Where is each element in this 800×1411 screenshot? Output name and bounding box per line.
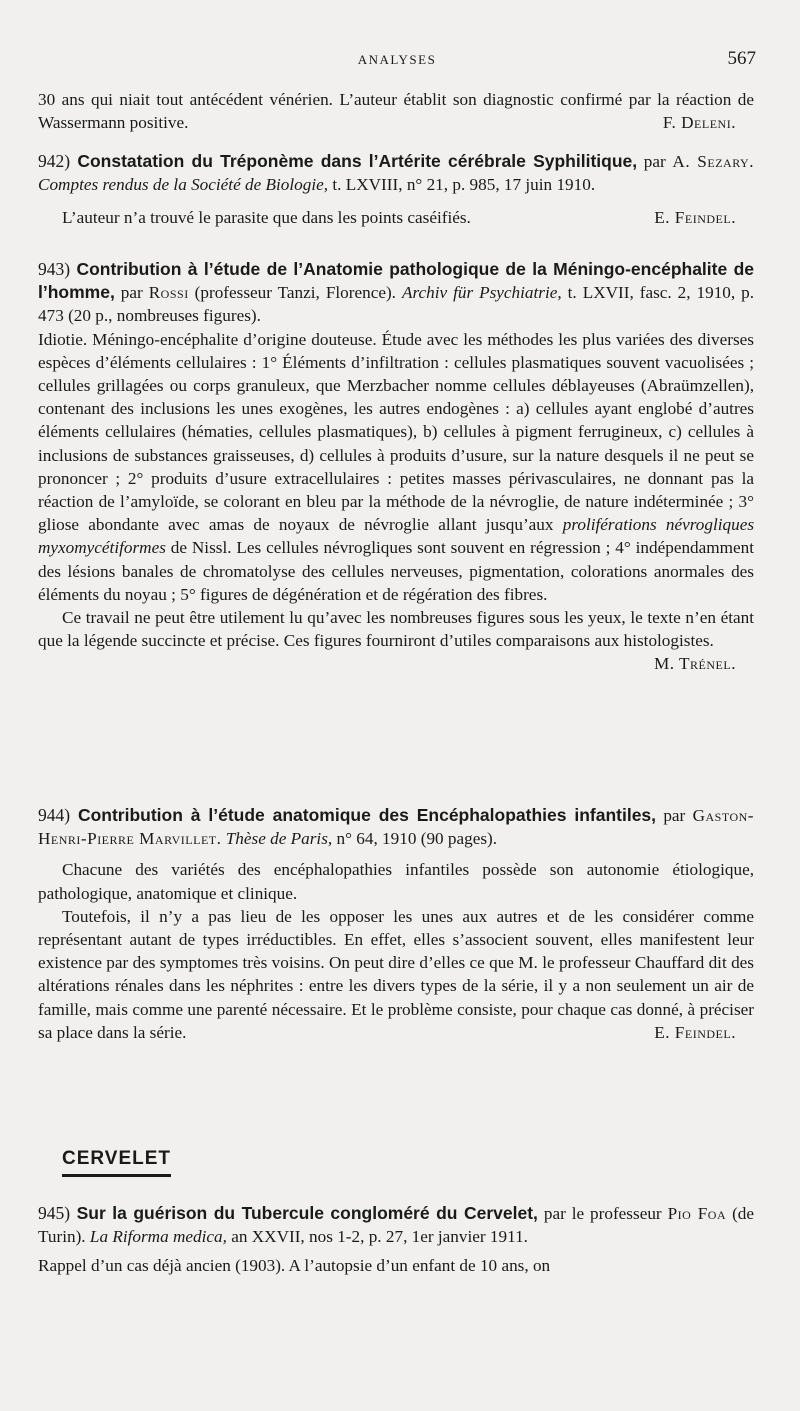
abstract-number: 944)	[38, 805, 71, 825]
source-details: n° 64, 1910 (90 pages).	[336, 829, 498, 849]
source-journal: Archiv für Psychiatrie,	[401, 283, 562, 303]
abstract-title: Contribution à l’étude anatomique des Encéphalopathies infantiles,	[77, 805, 657, 825]
abstract-number: 945)	[38, 1203, 71, 1223]
source-details: t. LXVII, fasc. 2, 1910, p. 473 (20 p., nombreuses figures).	[38, 283, 755, 326]
signature: E. Feindel.	[654, 1022, 736, 1042]
signature: M. Trénel.	[653, 654, 736, 674]
abstract-number: 942)	[38, 151, 71, 171]
abstract-body: Chacune des variétés des encéphalopathies infantiles possède son autonomie étiologique, pathologique, anatomique et clinique.	[38, 860, 754, 903]
running-head: ANALYSES	[357, 52, 437, 67]
intro-signature: F. Deleni.	[662, 113, 736, 133]
italic-term: proliférations névrogliques myxomycétiformes	[38, 515, 755, 558]
abstract-number: 943)	[38, 259, 71, 279]
abstract-title: Sur la guérison du Tubercule congloméré du Cervelet,	[76, 1203, 538, 1223]
abstract-body-2: Ce travail ne peut être utilement lu qu’avec les nombreuses figures sous les yeux, le texte n’en étant que la légende succincte et précise. Ces figures fourniront d’utiles comparaisons aux histologistes.	[38, 608, 754, 651]
source-journal: La Riforma medica,	[89, 1227, 227, 1247]
intro-text: 30 ans qui niait tout antécédent vénérien. L’auteur établit son diagnostic confirmé par la réaction de Wassermann positive.	[38, 90, 754, 133]
abstract-943: 943) Contribution à l’étude de l’Anatomie pathologique de la Méningo-encéphalite de l’homme, par Rossi (professeur Tanzi, Florence). Archiv für Psychiatrie, t. LXVII, fasc. 2, 1910, p. 473 (20 p., nombreuses figures). Idiotie. Méningo-encéphalite d’origine douteuse. Étude avec les méthodes les plus variées des diverses espèces d’éléments cellulaires : 1° Éléments d’infiltration : cellules plasmatiques souvent vacuolisées ; cellules grillagées ou corps granuleux, que Merzbacher nomme cellules déblayeuses (Abraümzellen), contenant des inclusions les unes exogènes, les autres endogènes : a) cellules ayant englobé d’autres éléments cellulaires (hématies, cellules plasmatiques), b) cellules à pigment ferrugineux, c) cellules à inclusions de substances graisseuses, d) cellules à produits d’usure, sur la nature desquels il ne peut se prononcer ; 2° produits d’usure extracellulaires : petites masses périvasculaires, ne donnant pas la réaction de l’amyloïde, se colorant en bleu par la méthode de la névroglie, de nature indéterminée ; 3° gliose abondante avec amas de noyaux de névroglie allant jusqu’aux proliférations névrogliques myxomycétiformes de Nissl. Les cellules névrogliques sont souvent en régression ; 4° indépendamment des lésions banales de chromatolyse des cellules nerveuses, pigmentation, colorations anormales des éléments du noyau ; 5° figures de dégénération et de régération des fibres. Ce travail ne peut être utilement lu qu’avec les nombreuses figures sous les yeux, le texte n’en étant que la légende succincte et précise. Ces figures fourniront d’utiles comparaisons aux histologistes. M. Trénel.	[38, 258, 754, 676]
signature: E. Feindel.	[654, 208, 736, 228]
author: A. Sezary.	[672, 152, 754, 171]
author: Pio Foa	[667, 1204, 727, 1223]
affiliation: (de Turin).	[38, 1204, 755, 1247]
abstract-body: Rappel d’un cas déjà ancien (1903). A l’autopsie d’un enfant de 10 ans, on	[38, 1256, 551, 1276]
abstract-title: Contribution à l’étude de l’Anatomie pathologique de la Méningo-encéphalite de l’homme,	[38, 259, 754, 303]
author: Gaston-Henri-Pierre Marvillet.	[38, 806, 754, 849]
source-journal: Thèse de Paris,	[225, 829, 333, 849]
source-journal: Comptes rendus de la Société de Biologie,	[38, 175, 329, 195]
abstract-942: 942) Constatation du Tréponème dans l’Artérite cérébrale Syphilitique, par A. Sezary. Comptes rendus de la Société de Biologie, t. LXVIII, n° 21, p. 985, 17 juin 1910. L’auteur n’a trouvé le parasite que dans les points caséifiés. E. Feindel.	[38, 150, 754, 230]
page-header	[38, 48, 756, 72]
abstract-944: 944) Contribution à l’étude anatomique des Encéphalopathies infantiles, par Gaston-Henri-Pierre Marvillet. Thèse de Paris, n° 64, 1910 (90 pages). Chacune des variétés des encéphalopathies infantiles possède son autonomie étiologique, pathologique, anatomique et clinique. Toutefois, il n’y a pas lieu de les opposer les unes aux autres et de les considérer comme représentant autant de types irréductibles. En effet, elles s’associent souvent, elles manifestent leur existence par des symptomes très voisins. On peut dire d’elles ce que M. le professeur Chauffard dit des altérations rénales dans les néphrites : entre les divers types de la série, il y a non seulement un air de famille, mais comme une parenté nécessaire. Et le problème consiste, pour chaque cas donné, à préciser sa place dans la série. E. Feindel.	[38, 804, 754, 1044]
intro-block	[38, 88, 754, 134]
source-details: t. LXVIII, n° 21, p. 985, 17 juin 1910.	[332, 175, 596, 195]
section-heading: CERVELET	[62, 1148, 171, 1177]
page-number: 567	[727, 48, 756, 69]
abstract-body: L’auteur n’a trouvé le parasite que dans les points caséifiés.	[62, 208, 471, 228]
abstract-945: 945) Sur la guérison du Tubercule congloméré du Cervelet, par le professeur Pio Foa (de Turin). La Riforma medica, an XXVII, nos 1-2, p. 27, 1er janvier 1911. Rappel d’un cas déjà ancien (1903). A l’autopsie d’un enfant de 10 ans, on	[38, 1203, 755, 1276]
abstract-title: Constatation du Tréponème dans l’Artérite cérébrale Syphilitique,	[77, 151, 638, 171]
source-details: an XXVII, nos 1-2, p. 27, 1er janvier 1911.	[231, 1227, 528, 1247]
affiliation: (professeur Tanzi, Florence).	[194, 283, 396, 303]
author: Rossi	[148, 283, 189, 303]
abstract-body-2: Toutefois, il n’y a pas lieu de les opposer les unes aux autres et de les considérer comme représentant autant de types irréductibles. En effet, elles s’associent souvent, elles manifestent leur existence par des symptomes très voisins. On peut dire d’elles ce que M. le professeur Chauffard dit des altérations rénales dans les néphrites : entre les divers types de la série, il y a non seulement un air de famille, mais comme une parenté nécessaire. Et le problème consiste, pour chaque cas donné, à préciser sa place dans la série.	[38, 906, 754, 1042]
abstract-body: Idiotie. Méningo-encéphalite d’origine douteuse. Étude avec les méthodes les plus variées des diverses espèces d’éléments cellulaires : 1° Éléments d’infiltration : cellules plasmatiques souvent vacuolisées ; cellules grillagées ou corps granuleux, que Merzbacher nomme cellules déblayeuses (Abraümzellen), contenant des inclusions les unes exogènes, les autres endogènes : a) cellules ayant englobé d’autres éléments cellulaires (hématies, cellules plasmatiques), b) cellules à pigment ferrugineux, c) cellules à inclusions de substances graisseuses, d) cellules à produits d’usure, sur la nature desquels il ne peut se prononcer ; 2° produits d’usure extracellulaires : petites masses périvasculaires, ne donnant pas la réaction de l’amyloïde, se colorant en bleu par la méthode de la névroglie, de nature indéterminée ; 3° gliose abondante avec amas de noyaux de névroglie allant jusqu’aux	[38, 329, 754, 535]
